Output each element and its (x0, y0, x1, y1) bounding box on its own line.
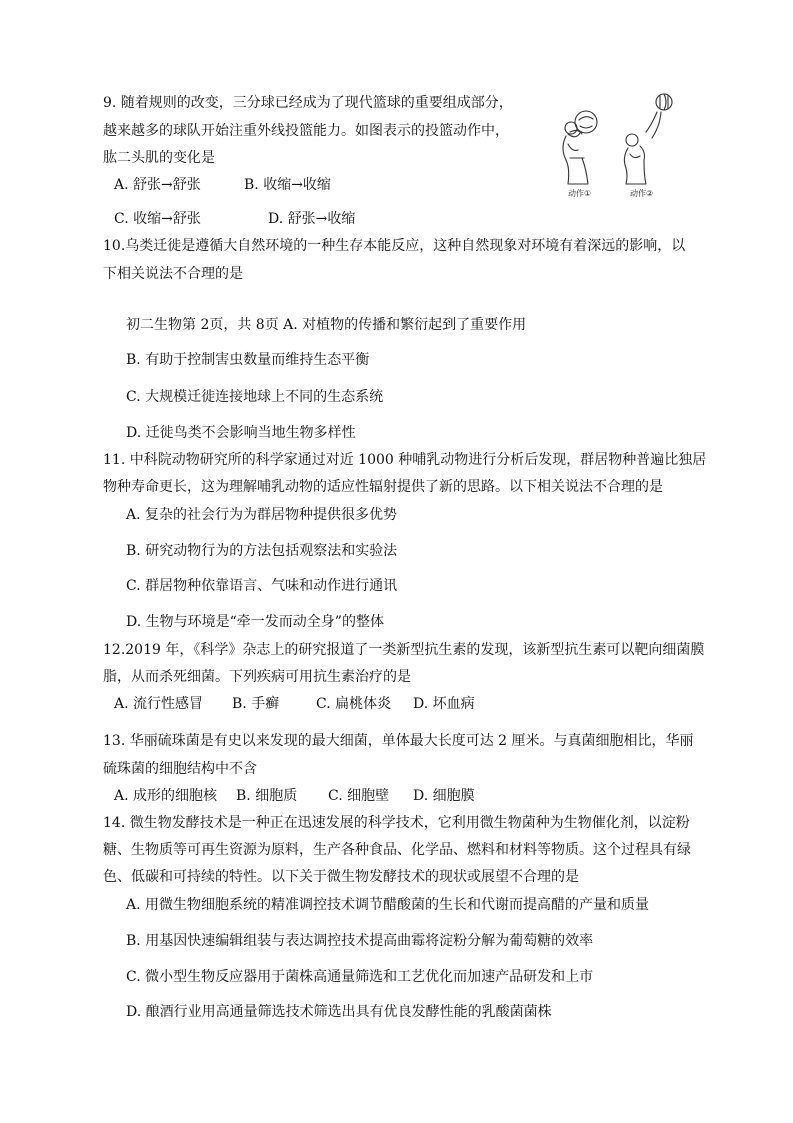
q12-option-a: A. 流行性感冒 (114, 696, 204, 712)
shooting-motion-figure (548, 88, 688, 200)
q11-option-c: C. 群居物种依靠语言、气味和动作进行通讯 (126, 578, 398, 594)
q12-option-d: D. 坏血病 (413, 696, 475, 712)
q11-option-b: B. 研究动物行为的方法包括观察法和实验法 (126, 543, 398, 559)
q10-option-d: D. 迁徙鸟类不会影响当地生物多样性 (126, 425, 356, 441)
q13-stem-line-2: 硫珠菌的细胞结构中不含 (103, 761, 257, 777)
q13-option-c: C. 细胞壁 (328, 788, 390, 804)
q9-stem-line-1: 9. 随着规则的改变，三分球已经成为了现代篮球的重要组成部分， (103, 95, 513, 111)
q9-option-d: D. 舒张→收缩 (268, 211, 356, 227)
q9-option-a: A. 舒张→舒张 (114, 177, 201, 193)
figure-label-action-1: 动作① (568, 189, 592, 198)
q12-stem-line-1: 12.2019 年，《科学》杂志上的研究报道了一类新型抗生素的发现，该新型抗生素可以靶向细菌膜 (103, 642, 705, 658)
q10-stem-line-1: 10.乌类迁徙是遵循大自然环境的一种生存本能反应，这种自然现象对环境有着深远的影响，以 (103, 238, 686, 254)
q14-option-d: D. 酿酒行业用高通量筛选技术筛选出具有优良发酵性能的乳酸菌菌株 (126, 1004, 552, 1020)
q11-option-d: D. 生物与环境是“牵一发而动全身”的整体 (126, 614, 384, 630)
q11-stem-line-2: 物种寿命更长，这为理解哺乳动物的适应性辐射提供了新的思路。以下相关说法不合理的是 (103, 479, 663, 495)
q9-stem-line-2: 越来越多的球队开始注重外线投篮能力。如图表示的投篮动作中， (103, 123, 509, 139)
q12-option-b: B. 手癣 (232, 696, 280, 712)
q14-option-a: A. 用微生物细胞系统的精准调控技术调节醋酸菌的生长和代谢而提高醋的产量和质量 (126, 897, 650, 913)
q13-stem-line-1: 13. 华丽硫珠菌是有史以来发现的最大细菌，单体最大长度可达 2 厘米。与真菌细胞相比，华丽 (103, 733, 694, 749)
q9-stem-line-3: 肱二头肌的变化是 (103, 150, 215, 166)
q11-option-a: A. 复杂的社会行为为群居物种提供很多优势 (126, 507, 398, 523)
q13-option-a: A. 成形的细胞核 (114, 788, 218, 804)
q14-stem-line-3: 色、低碳和可持续的特性。以下关于微生物发酵技术的现状或展望不合理的是 (103, 869, 579, 885)
q11-stem-line-1: 11. 中科院动物研究所的科学家通过对近 1000 种哺乳动物进行分析后发现，群居物种普遍比独居 (103, 452, 707, 468)
q10-footer-and-option-a: 初二生物第 2页，共 8页 A. 对植物的传播和繁衍起到了重要作用 (126, 317, 527, 333)
q13-option-b: B. 细胞质 (236, 788, 298, 804)
q14-stem-line-2: 糖、生物质等可再生资源为原料，生产各种食品、化学品、燃料和材料等物质。这个过程具有绿 (103, 842, 691, 858)
q10-stem-line-2: 下相关说法不合理的是 (103, 266, 243, 282)
q10-option-c: C. 大规模迁徙连接地球上不同的生态系统 (126, 389, 384, 405)
q14-stem-line-1: 14. 微生物发酵技术是一种正在迅速发展的科学技术，它利用微生物菌种为生物催化剂，以淀粉 (103, 815, 690, 831)
q14-option-b: B. 用基因快速编辑组装与表达调控技术提高曲霉将淀粉分解为葡萄糖的效率 (126, 933, 594, 949)
q12-stem-line-2: 脂，从而杀死细菌。下列疾病可用抗生素治疗的是 (103, 669, 411, 685)
player-one-icon (563, 111, 597, 184)
q12-option-c: C. 扁桃体炎 (316, 696, 392, 712)
q13-option-d: D. 细胞膜 (413, 788, 475, 804)
player-two-icon (624, 94, 672, 184)
q14-option-c: C. 微小型生物反应器用于菌株高通量筛选和工艺优化而加速产品研发和上市 (126, 969, 594, 985)
figure-label-action-2: 动作② (630, 189, 654, 198)
q10-option-b: B. 有助于控制害虫数量而维持生态平衡 (126, 352, 370, 368)
q9-option-b: B. 收缩→收缩 (244, 177, 331, 193)
q9-option-c: C. 收缩→舒张 (114, 211, 201, 227)
